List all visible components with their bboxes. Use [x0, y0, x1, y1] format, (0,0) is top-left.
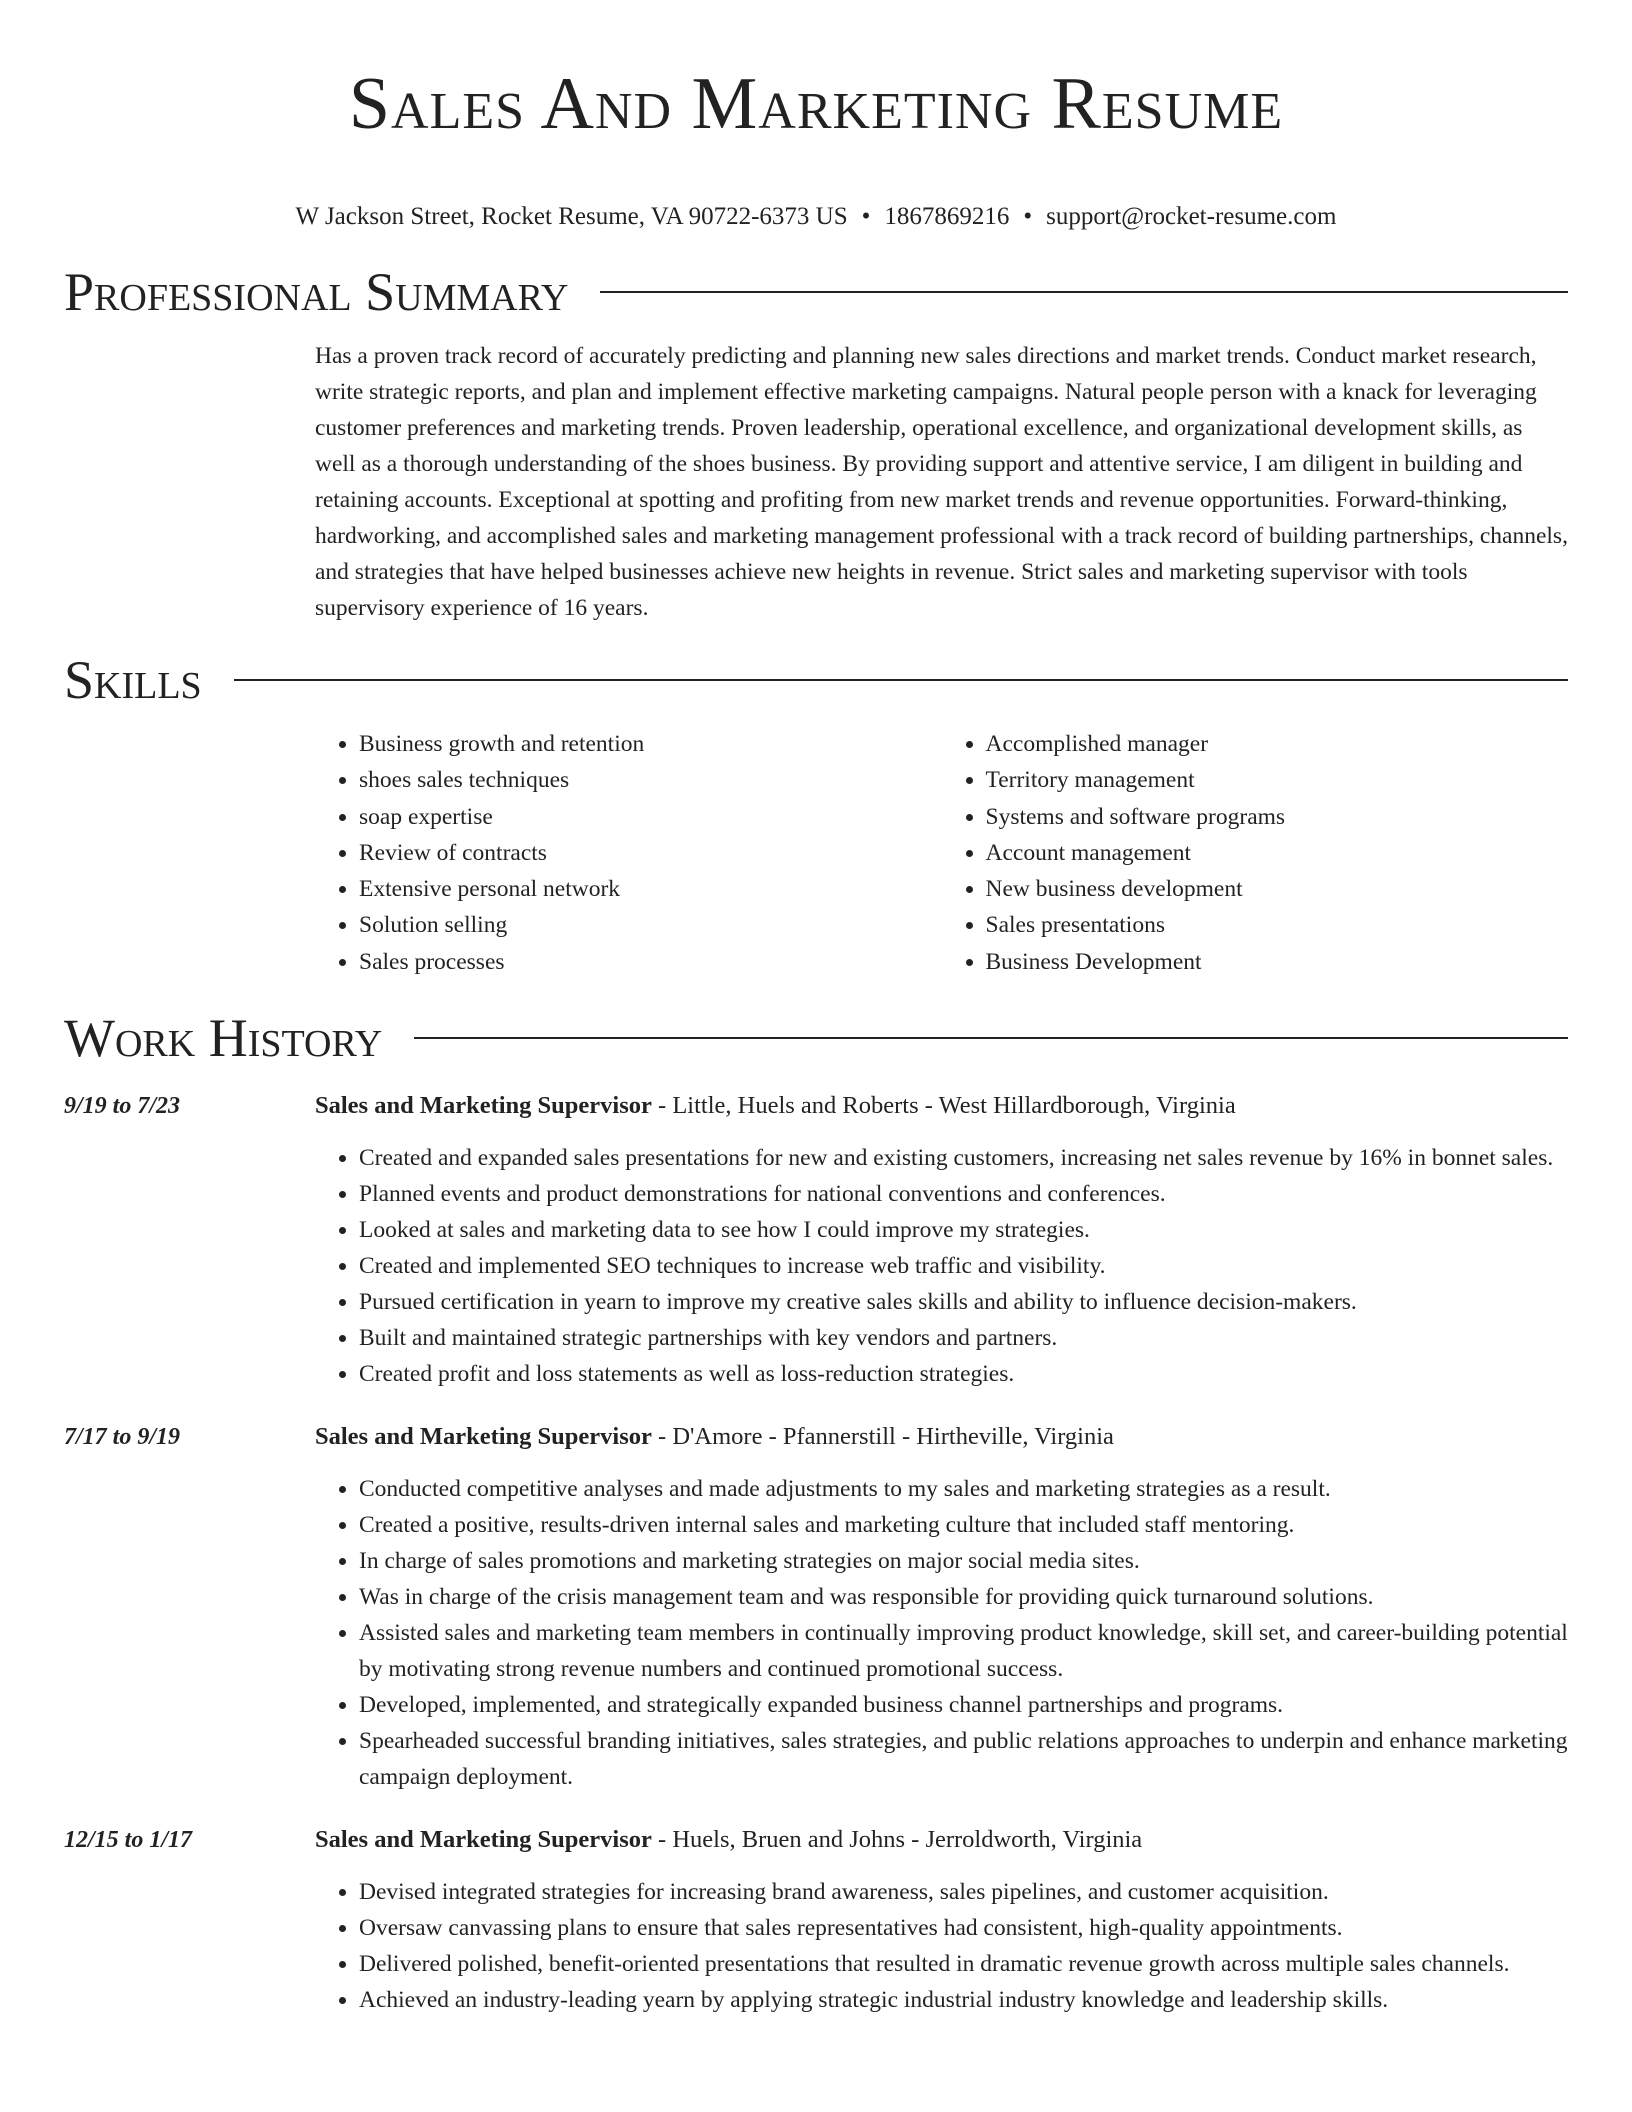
job-bullet: • Created and implemented SEO techniques to increase web traffic and visibility. [359, 1248, 1568, 1284]
job-bullet: • In charge of sales promotions and marketing strategies on major social media sites. [359, 1543, 1568, 1579]
resume-page [64, 0, 1568, 2018]
job-title-line [315, 1822, 1568, 1858]
job-bullet: • Pursued certification in yearn to improve my creative sales skills and ability to influence decision-makers. [359, 1284, 1568, 1320]
skills-section-header [64, 648, 1568, 712]
job-company-location: - D'Amore - Pfannerstill - Hirtheville, Virginia [651, 1423, 1114, 1451]
skill-item: • Business growth and retention [359, 726, 942, 762]
skill-item: • Sales processes [359, 944, 942, 980]
job-bullet: • Created profit and loss statements as well as loss-reduction strategies. [359, 1356, 1568, 1392]
job-bullet-list [315, 1140, 1568, 1392]
summary-section-header [64, 260, 1568, 324]
skills-column-left [315, 726, 942, 980]
resume-name: Sales And Marketing Resume [348, 63, 1284, 145]
skills-title: Skills [64, 650, 202, 710]
work-title: Work History [64, 1008, 383, 1069]
job-bullet-list [315, 1471, 1568, 1795]
job-body [315, 1088, 1568, 1392]
skill-item: • Systems and software programs [986, 799, 1569, 835]
work-section-header [64, 1006, 1568, 1070]
skill-item: • Account management [986, 835, 1569, 871]
skill-item: • shoes sales techniques [359, 762, 942, 798]
skills-grid [315, 726, 1568, 980]
job-bullet: • Created and expanded sales presentations for new and existing customers, increasing net sales revenue by 16% in bonnet sales. [359, 1140, 1568, 1176]
job-bullet: • Built and maintained strategic partnerships with key vendors and partners. [359, 1320, 1568, 1356]
skill-item: • Review of contracts [359, 835, 942, 871]
contact-line [64, 202, 1568, 232]
job-bullet-list [315, 1874, 1568, 2018]
skill-item: • Sales presentations [986, 907, 1569, 943]
job-bullet: • Spearheaded successful branding initiatives, sales strategies, and public relations approaches to underpin and enhance marketing campaign deployment. [359, 1723, 1568, 1795]
job-bullet: • Achieved an industry-leading yearn by applying strategic industrial industry knowledge and leadership skills. [359, 1982, 1568, 2018]
job-bullet: • Conducted competitive analyses and made adjustments to my sales and marketing strategies as a result. [359, 1471, 1568, 1507]
work-history-list [64, 1088, 1568, 2018]
job-role: Sales and Marketing Supervisor [315, 1423, 652, 1451]
job-company-location: - Huels, Bruen and Johns - Jerroldworth, Virginia [651, 1826, 1143, 1854]
contact-address: W Jackson Street, Rocket Resume, VA 90722-6373 US [295, 203, 848, 230]
job-dates: 9/19 to 7/23 [64, 1093, 181, 1120]
job-bullet: • Oversaw canvassing plans to ensure that sales representatives had consistent, high-quality appointments. [359, 1910, 1568, 1946]
skill-item: • Business Development [986, 944, 1569, 980]
contact-phone: 1867869216 [884, 203, 1010, 230]
contact-separator: • [861, 203, 871, 230]
job-dates: 12/15 to 1/17 [64, 1827, 193, 1854]
job-bullet: • Assisted sales and marketing team members in continually improving product knowledge, skill set, and career-building potential by motivating strong revenue numbers and continued promotional success. [359, 1615, 1568, 1687]
section-divider [600, 291, 1568, 293]
summary-text: Has a proven track record of accurately predicting and planning new sales directions and market trends. Conduct market research, write strategic reports, and plan and implement effective marketing campaigns. Natural people person with a knack for leveraging customer preferences and marketing trends. Proven leadership, operational excellence, and organizational development skills, as well as a thorough understanding of the shoes business. By providing support and attentive service, I am diligent in building and retaining accounts. Exceptional at spotting and profiting from new market trends and revenue opportunities. Forward-thinking, hardworking, and accomplished sales and marketing management professional with a track record of building partnerships, channels, and strategies that have helped businesses achieve new heights in revenue. Strict sales and marketing supervisor with tools supervisory experience of 16 years. [315, 343, 1568, 621]
job-title-line [315, 1088, 1568, 1124]
job-dates: 7/17 to 9/19 [64, 1424, 181, 1451]
job-bullet: • Looked at sales and marketing data to see how I could improve my strategies. [359, 1212, 1568, 1248]
section-divider [234, 679, 1568, 681]
job-role: Sales and Marketing Supervisor [315, 1826, 652, 1854]
skill-item: • Extensive personal network [359, 871, 942, 907]
job-entry [64, 1822, 1568, 2018]
contact-separator: • [1023, 203, 1033, 230]
contact-email: support@rocket-resume.com [1046, 203, 1337, 230]
job-entry [64, 1419, 1568, 1795]
section-divider [414, 1037, 1568, 1039]
skill-item: • soap expertise [359, 799, 942, 835]
job-bullet: • Developed, implemented, and strategically expanded business channel partnerships and programs. [359, 1687, 1568, 1723]
skill-item: • Territory management [986, 762, 1569, 798]
job-body [315, 1822, 1568, 2018]
skills-column-right [942, 726, 1569, 980]
job-body [315, 1419, 1568, 1795]
job-role: Sales and Marketing Supervisor [315, 1092, 652, 1120]
skill-item: • Solution selling [359, 907, 942, 943]
job-company-location: - Little, Huels and Roberts - West Hillardborough, Virginia [651, 1092, 1236, 1120]
job-bullet: • Was in charge of the crisis management team and was responsible for providing quick turnaround solutions. [359, 1579, 1568, 1615]
skill-item: • Accomplished manager [986, 726, 1569, 762]
job-bullet: • Devised integrated strategies for increasing brand awareness, sales pipelines, and customer acquisition. [359, 1874, 1568, 1910]
skill-item: • New business development [986, 871, 1569, 907]
job-bullet: • Delivered polished, benefit-oriented presentations that resulted in dramatic revenue growth across multiple sales channels. [359, 1946, 1568, 1982]
summary-title: Professional Summary [64, 262, 569, 322]
job-bullet: • Created a positive, results-driven internal sales and marketing culture that included staff mentoring. [359, 1507, 1568, 1543]
job-entry [64, 1088, 1568, 1392]
job-bullet: • Planned events and product demonstrations for national conventions and conferences. [359, 1176, 1568, 1212]
job-title-line [315, 1419, 1568, 1455]
